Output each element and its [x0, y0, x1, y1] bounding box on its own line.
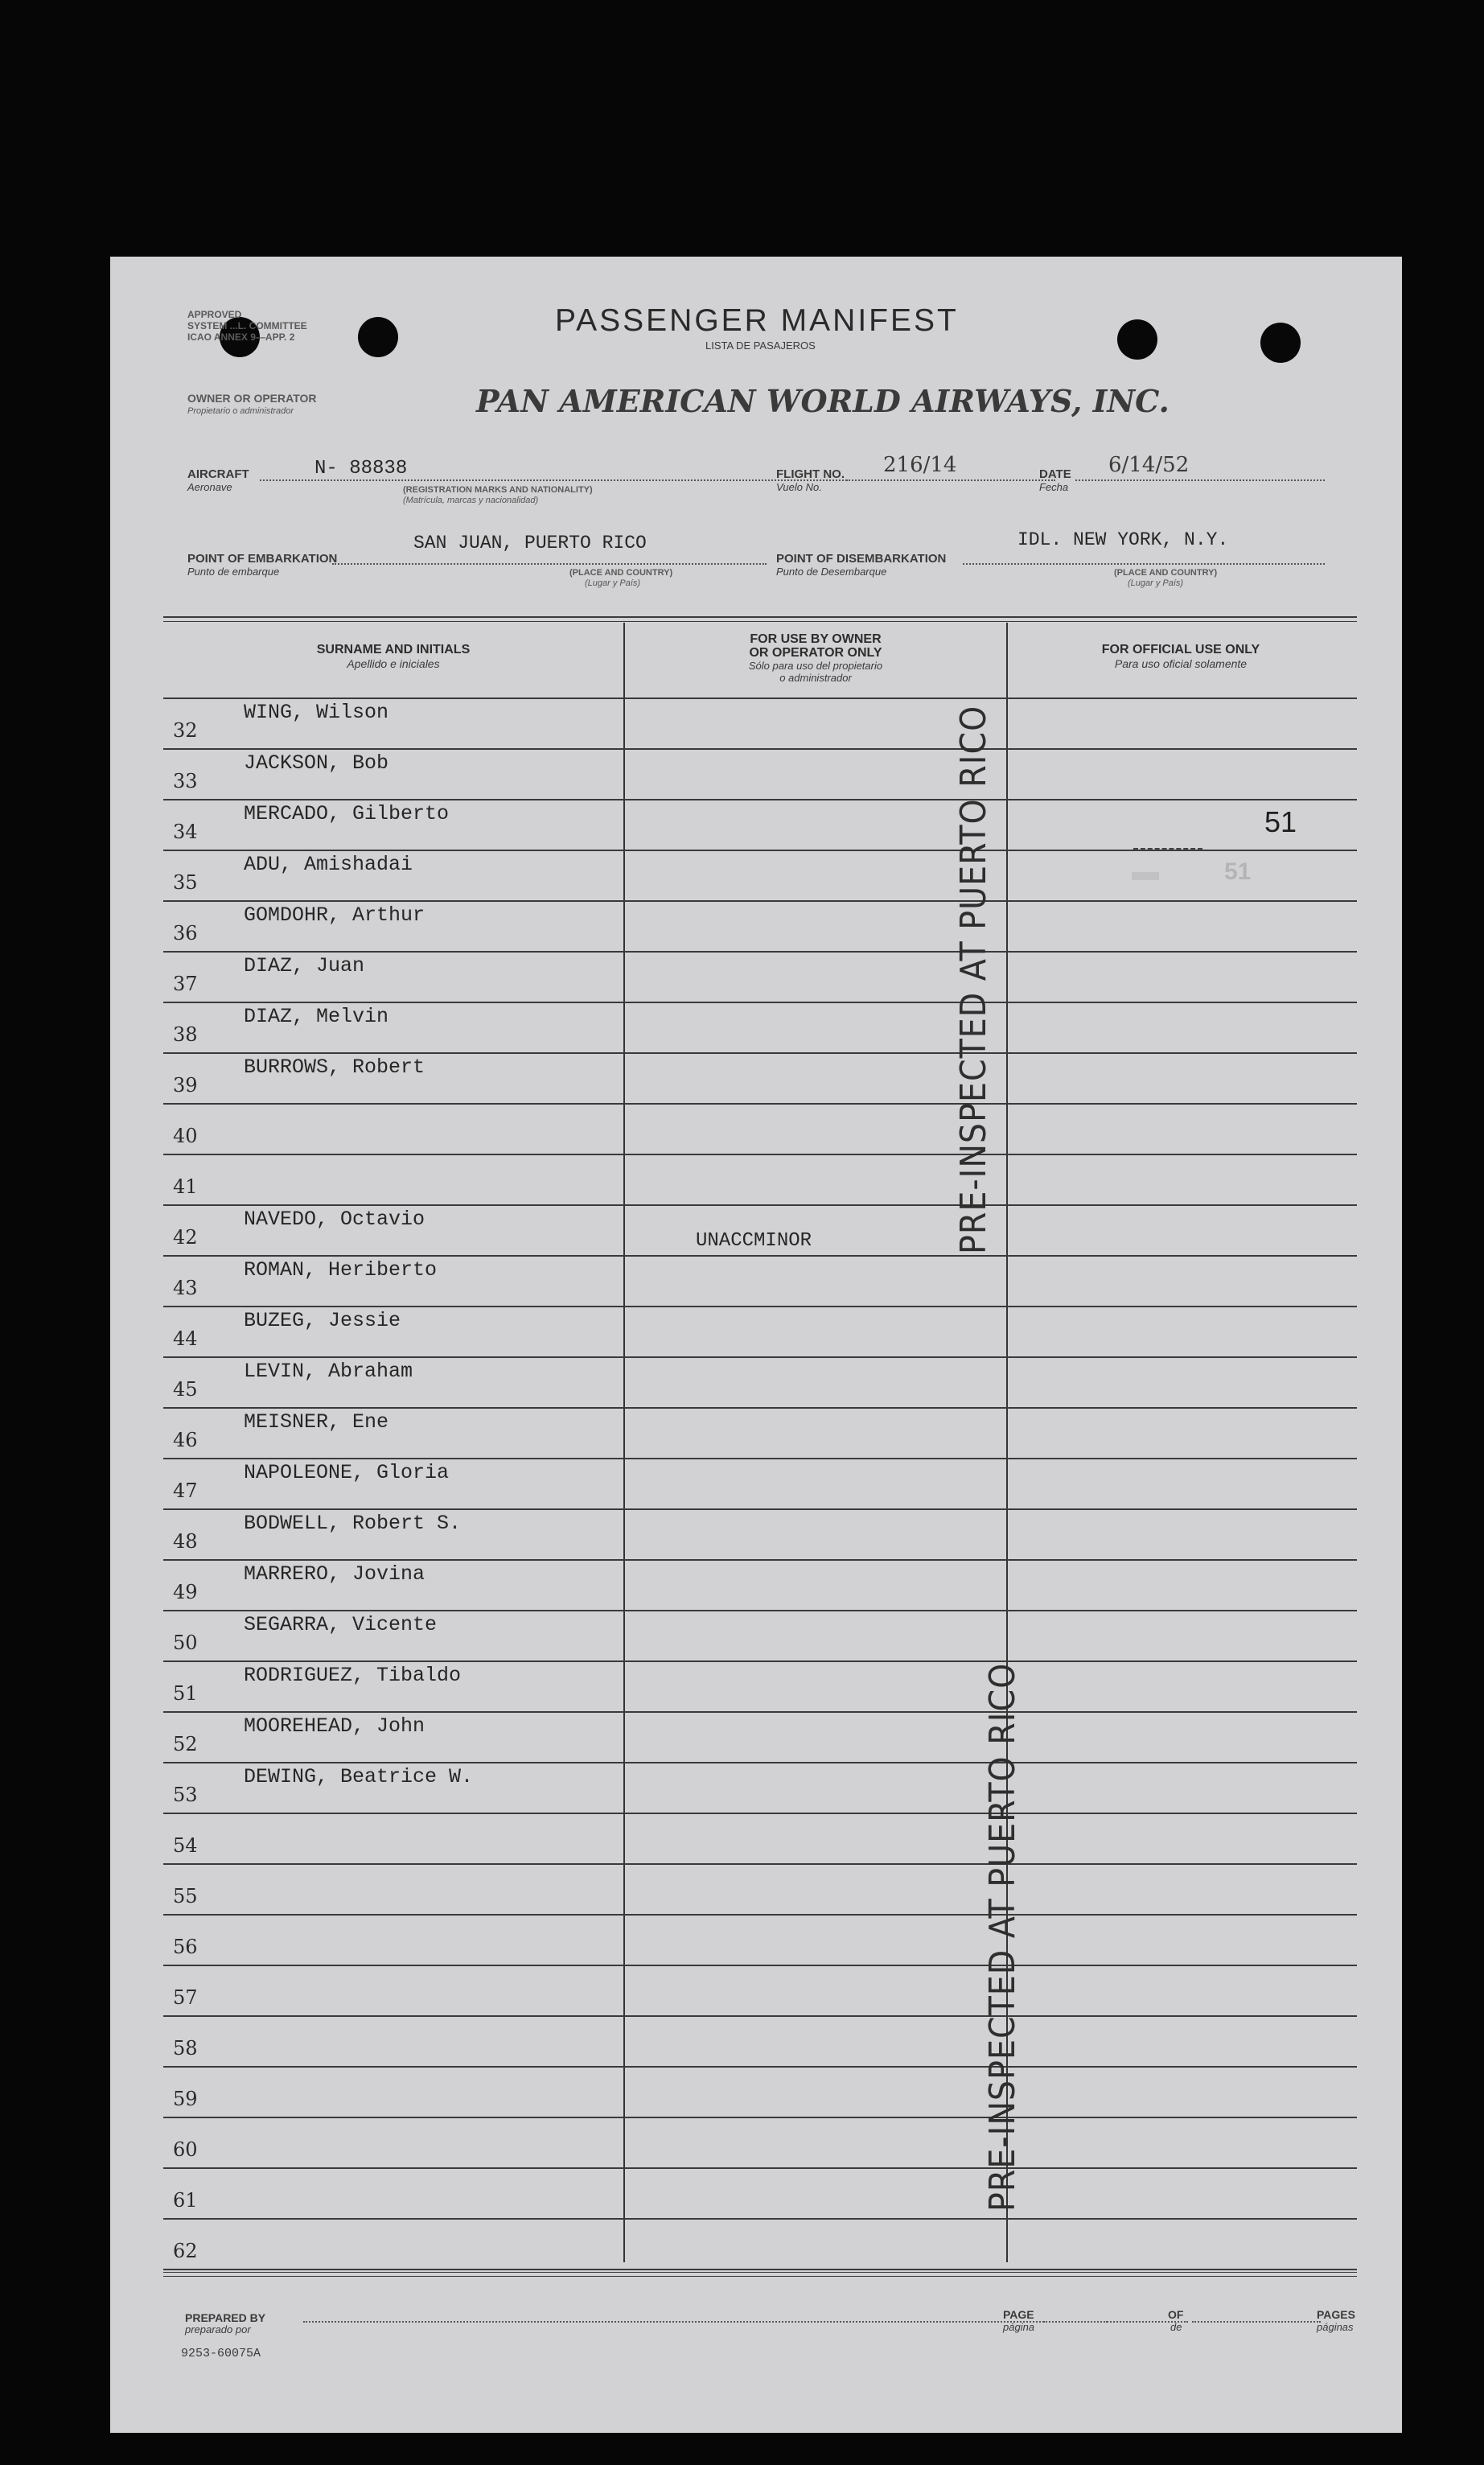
- header-separator: [163, 698, 1357, 699]
- aircraft-label: AIRCRAFT: [187, 467, 249, 481]
- registration-note-es: (Matrícula, marcas y nacionalidad): [403, 496, 539, 505]
- row-separator: [163, 1914, 1357, 1916]
- passenger-name: DIAZ, Juan: [244, 954, 365, 977]
- passenger-name: MEISNER, Ene: [244, 1410, 389, 1434]
- disembarkation-label-es: Punto de Desembarque: [776, 566, 887, 578]
- aircraft-value: N- 88838: [314, 458, 408, 479]
- page-title-es: LISTA DE PASAJEROS: [705, 340, 816, 352]
- passenger-name: BODWELL, Robert S.: [244, 1512, 462, 1535]
- approval-line-3: ICAO ANNEX 9—APP. 2: [187, 331, 295, 343]
- row-separator: [163, 1407, 1357, 1409]
- passenger-name: WING, Wilson: [244, 701, 389, 724]
- disembarkation-label: POINT OF DISEMBARKATION: [776, 552, 947, 566]
- row-separator: [163, 1255, 1357, 1257]
- date-label: DATE: [1039, 467, 1071, 481]
- passenger-name: JACKSON, Bob: [244, 751, 389, 775]
- row-separator: [163, 900, 1357, 902]
- row-number: 55: [173, 1885, 198, 1907]
- passenger-name: BURROWS, Robert: [244, 1056, 425, 1079]
- row-number: 35: [173, 871, 198, 894]
- passenger-name: MARRERO, Jovina: [244, 1562, 425, 1586]
- flight-label: FLIGHT NO.: [776, 467, 845, 481]
- pages-label-es: páginas: [1317, 2321, 1354, 2333]
- row-number: 61: [173, 2189, 198, 2212]
- official-count: 51: [1264, 805, 1297, 838]
- disembarkation-place-note-es: (Lugar y País): [1128, 578, 1184, 588]
- flight-value: 216/14: [883, 453, 957, 477]
- row-separator: [163, 1762, 1357, 1763]
- row-number: 54: [173, 1834, 198, 1857]
- row-number: 42: [173, 1226, 198, 1249]
- row-number: 37: [173, 973, 198, 995]
- row-separator: [163, 1356, 1357, 1358]
- row-separator: [163, 2167, 1357, 2169]
- row-separator: [163, 1458, 1357, 1459]
- passenger-name: MOOREHEAD, John: [244, 1714, 425, 1738]
- of-label: OF: [1168, 2308, 1184, 2321]
- disembarkation-value: IDL. NEW YORK, N.Y.: [1017, 529, 1229, 550]
- embarkation-value: SAN JUAN, PUERTO RICO: [413, 533, 647, 553]
- official-dash-mark: [1133, 848, 1202, 850]
- owner-label: OWNER OR OPERATOR: [187, 392, 317, 405]
- row-number: 53: [173, 1784, 198, 1806]
- passenger-name: ADU, Amishadai: [244, 853, 413, 876]
- row-separator: [163, 2218, 1357, 2220]
- passenger-name: NAPOLEONE, Gloria: [244, 1461, 450, 1484]
- row-separator: [163, 2066, 1357, 2068]
- row-number: 60: [173, 2138, 198, 2161]
- row-separator: [163, 1002, 1357, 1003]
- col-header-owner-use: FOR USE BY OWNER OR OPERATOR ONLY Sólo para uso del propietario o administrador: [748, 632, 883, 684]
- punch-hole: [358, 317, 398, 357]
- row-number: 62: [173, 2240, 198, 2262]
- faint-mark: [1132, 872, 1159, 880]
- passenger-name: MERCADO, Gilberto: [244, 802, 450, 825]
- date-label-es: Fecha: [1039, 481, 1069, 493]
- row-separator: [163, 1204, 1357, 1206]
- row-separator: [163, 1508, 1357, 1510]
- approval-line-1: APPROVED: [187, 309, 242, 320]
- row-number: 57: [173, 1986, 198, 2009]
- registration-note: (REGISTRATION MARKS AND NATIONALITY): [403, 485, 593, 495]
- passenger-name: NAVEDO, Octavio: [244, 1208, 425, 1231]
- row-number: 46: [173, 1429, 198, 1451]
- operator-name: PAN AMERICAN WORLD AIRWAYS, INC.: [476, 383, 1170, 419]
- row-number: 38: [173, 1023, 198, 1046]
- row-number: 32: [173, 719, 198, 742]
- official-faint-count: 51: [1224, 858, 1252, 885]
- passenger-name: RODRIGUEZ, Tibaldo: [244, 1664, 462, 1687]
- row-number: 34: [173, 821, 198, 843]
- of-label-es: de: [1170, 2321, 1182, 2333]
- owner-label-es: Propietario o administrador: [187, 406, 294, 416]
- date-value: 6/14/52: [1108, 453, 1190, 477]
- embarkation-place-note-es: (Lugar y País): [585, 578, 641, 588]
- flight-label-es: Vuelo No.: [776, 481, 822, 493]
- passenger-name: LEVIN, Abraham: [244, 1360, 413, 1383]
- row-separator: [163, 1103, 1357, 1105]
- approval-line-2: SYSTEM ...L. COMMITTEE: [187, 320, 307, 331]
- row-number: 48: [173, 1530, 198, 1553]
- embarkation-label: POINT OF EMBARKATION: [187, 552, 338, 566]
- pre-inspected-stamp-lower: PRE-INSPECTED AT PUERTO RICO: [982, 1662, 1023, 2212]
- embarkation-place-note: (PLACE AND COUNTRY): [569, 568, 673, 578]
- embarkation-label-es: Punto de embarque: [187, 566, 280, 578]
- disembarkation-place-note: (PLACE AND COUNTRY): [1114, 568, 1218, 578]
- row-number: 56: [173, 1936, 198, 1958]
- row-number: 40: [173, 1125, 198, 1147]
- row-separator: [163, 951, 1357, 953]
- row-number: 43: [173, 1277, 198, 1299]
- row-number: 33: [173, 770, 198, 792]
- page-label-es: página: [1003, 2321, 1035, 2333]
- row-separator: [163, 1863, 1357, 1865]
- page-label: PAGE: [1003, 2308, 1034, 2321]
- col-header-surname: SURNAME AND INITIALS Apellido e iniciales: [316, 643, 471, 670]
- row-number: 45: [173, 1378, 198, 1401]
- prepared-by-label-es: preparado por: [185, 2323, 251, 2335]
- punch-hole: [1117, 319, 1157, 360]
- row-number: 49: [173, 1581, 198, 1603]
- row-number: 51: [173, 1682, 198, 1705]
- passenger-name: ROMAN, Heriberto: [244, 1258, 438, 1282]
- row-number: 39: [173, 1074, 198, 1097]
- row-number: 36: [173, 922, 198, 944]
- passenger-name: GOMDOHR, Arthur: [244, 903, 425, 927]
- row-number: 58: [173, 2037, 198, 2060]
- form-code: 9253-60075A: [181, 2347, 261, 2360]
- row-number: 59: [173, 2088, 198, 2110]
- row-separator: [163, 1610, 1357, 1611]
- row-number: 52: [173, 1733, 198, 1755]
- row-separator: [163, 2269, 1357, 2270]
- page-title: PASSENGER MANIFEST: [555, 303, 959, 338]
- row-separator: [163, 2015, 1357, 2017]
- passenger-name: SEGARRA, Vicente: [244, 1613, 438, 1636]
- row-separator: [163, 2117, 1357, 2118]
- row-separator: [163, 1559, 1357, 1561]
- row-separator: [163, 1306, 1357, 1307]
- row-separator: [163, 1660, 1357, 1662]
- row-number: 50: [173, 1632, 198, 1654]
- row-number: 44: [173, 1327, 198, 1350]
- pages-label: PAGES: [1317, 2308, 1355, 2321]
- row-separator: [163, 1052, 1357, 1054]
- passenger-name: DIAZ, Melvin: [244, 1005, 389, 1028]
- row-separator: [163, 1813, 1357, 1814]
- owner-note: UNACCMINOR: [696, 1230, 812, 1252]
- row-separator: [163, 748, 1357, 750]
- row-separator: [163, 799, 1357, 800]
- row-separator: [163, 1965, 1357, 1966]
- col-header-official-use: FOR OFFICIAL USE ONLY Para uso oficial solamente: [1101, 643, 1260, 670]
- row-separator: [163, 1711, 1357, 1713]
- prepared-by-label: PREPARED BY: [185, 2311, 266, 2324]
- punch-hole: [1260, 323, 1301, 363]
- passenger-name: BUZEG, Jessie: [244, 1309, 401, 1332]
- manifest-page: [110, 257, 1402, 2433]
- passenger-name: DEWING, Beatrice W.: [244, 1765, 474, 1788]
- pre-inspected-stamp-upper: PRE-INSPECTED AT PUERTO RICO: [953, 705, 994, 1254]
- row-number: 41: [173, 1175, 198, 1198]
- row-number: 47: [173, 1479, 198, 1502]
- aircraft-label-es: Aeronave: [187, 481, 232, 493]
- row-separator: [163, 1154, 1357, 1155]
